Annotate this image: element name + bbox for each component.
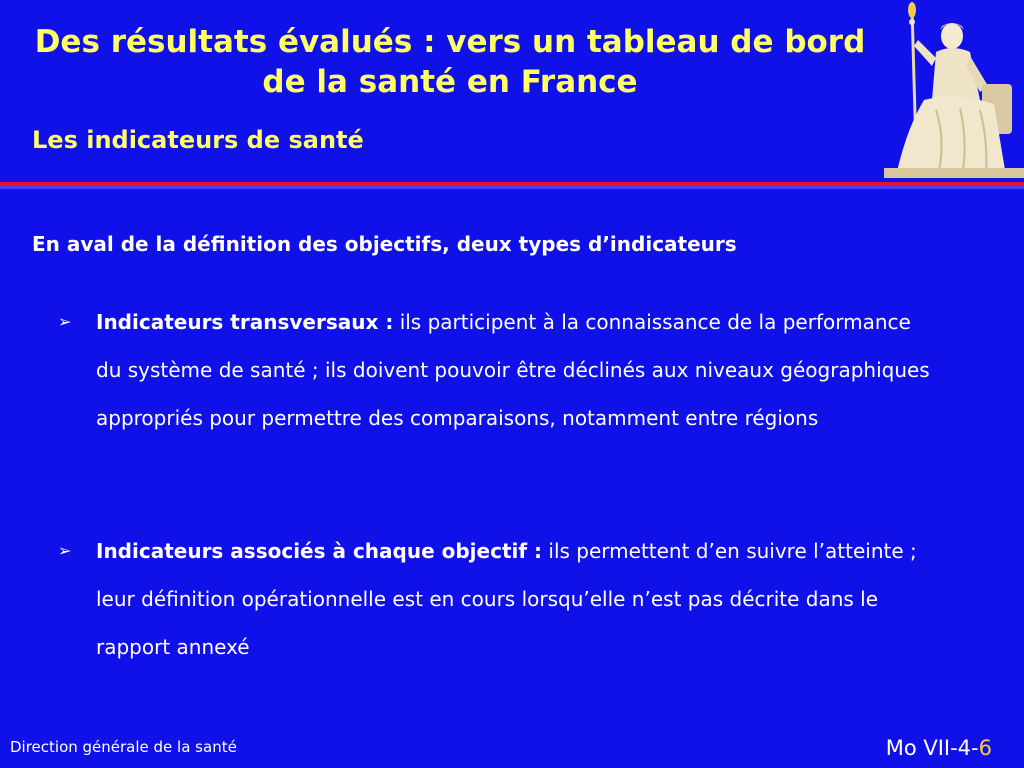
page-number: 6 <box>978 736 992 760</box>
statue-illustration <box>876 0 1024 180</box>
header-divider-blue <box>0 186 1024 189</box>
bullet-arrow-icon: ➢ <box>58 541 72 560</box>
footer-organization: Direction générale de la santé <box>10 738 237 756</box>
footer-slide-reference <box>886 736 992 760</box>
bullet-objective-indicators <box>58 527 938 671</box>
slide-reference-label: Mo VII-4- <box>885 736 979 760</box>
bullet-transversal-indicators <box>58 298 938 442</box>
bullet-lead: Indicateurs transversaux : <box>96 310 394 334</box>
slide-title: Des résultats évalués : vers un tableau de bord de la santé en France <box>34 24 866 100</box>
bullet-arrow-icon: ➢ <box>58 312 72 331</box>
section-heading: En aval de la définition des objectifs, deux types d’indicateurs <box>32 232 737 256</box>
slide-subtitle: Les indicateurs de santé <box>32 126 364 154</box>
bullet-lead: Indicateurs associés à chaque objectif : <box>96 539 543 563</box>
bullet-text: ils permettent d’en suivre l’atteinte ; leur définition opérationnelle est en cours lorsqu’elle n’est pas décrite dans le rapport annexé <box>96 539 917 659</box>
bullet-text: ils participent à la connaissance de la performance du système de santé ; ils doivent pouvoir être déclinés aux niveaux géographiques appropriés pour permettre des comparaisons, notamment entre régions <box>96 310 930 430</box>
